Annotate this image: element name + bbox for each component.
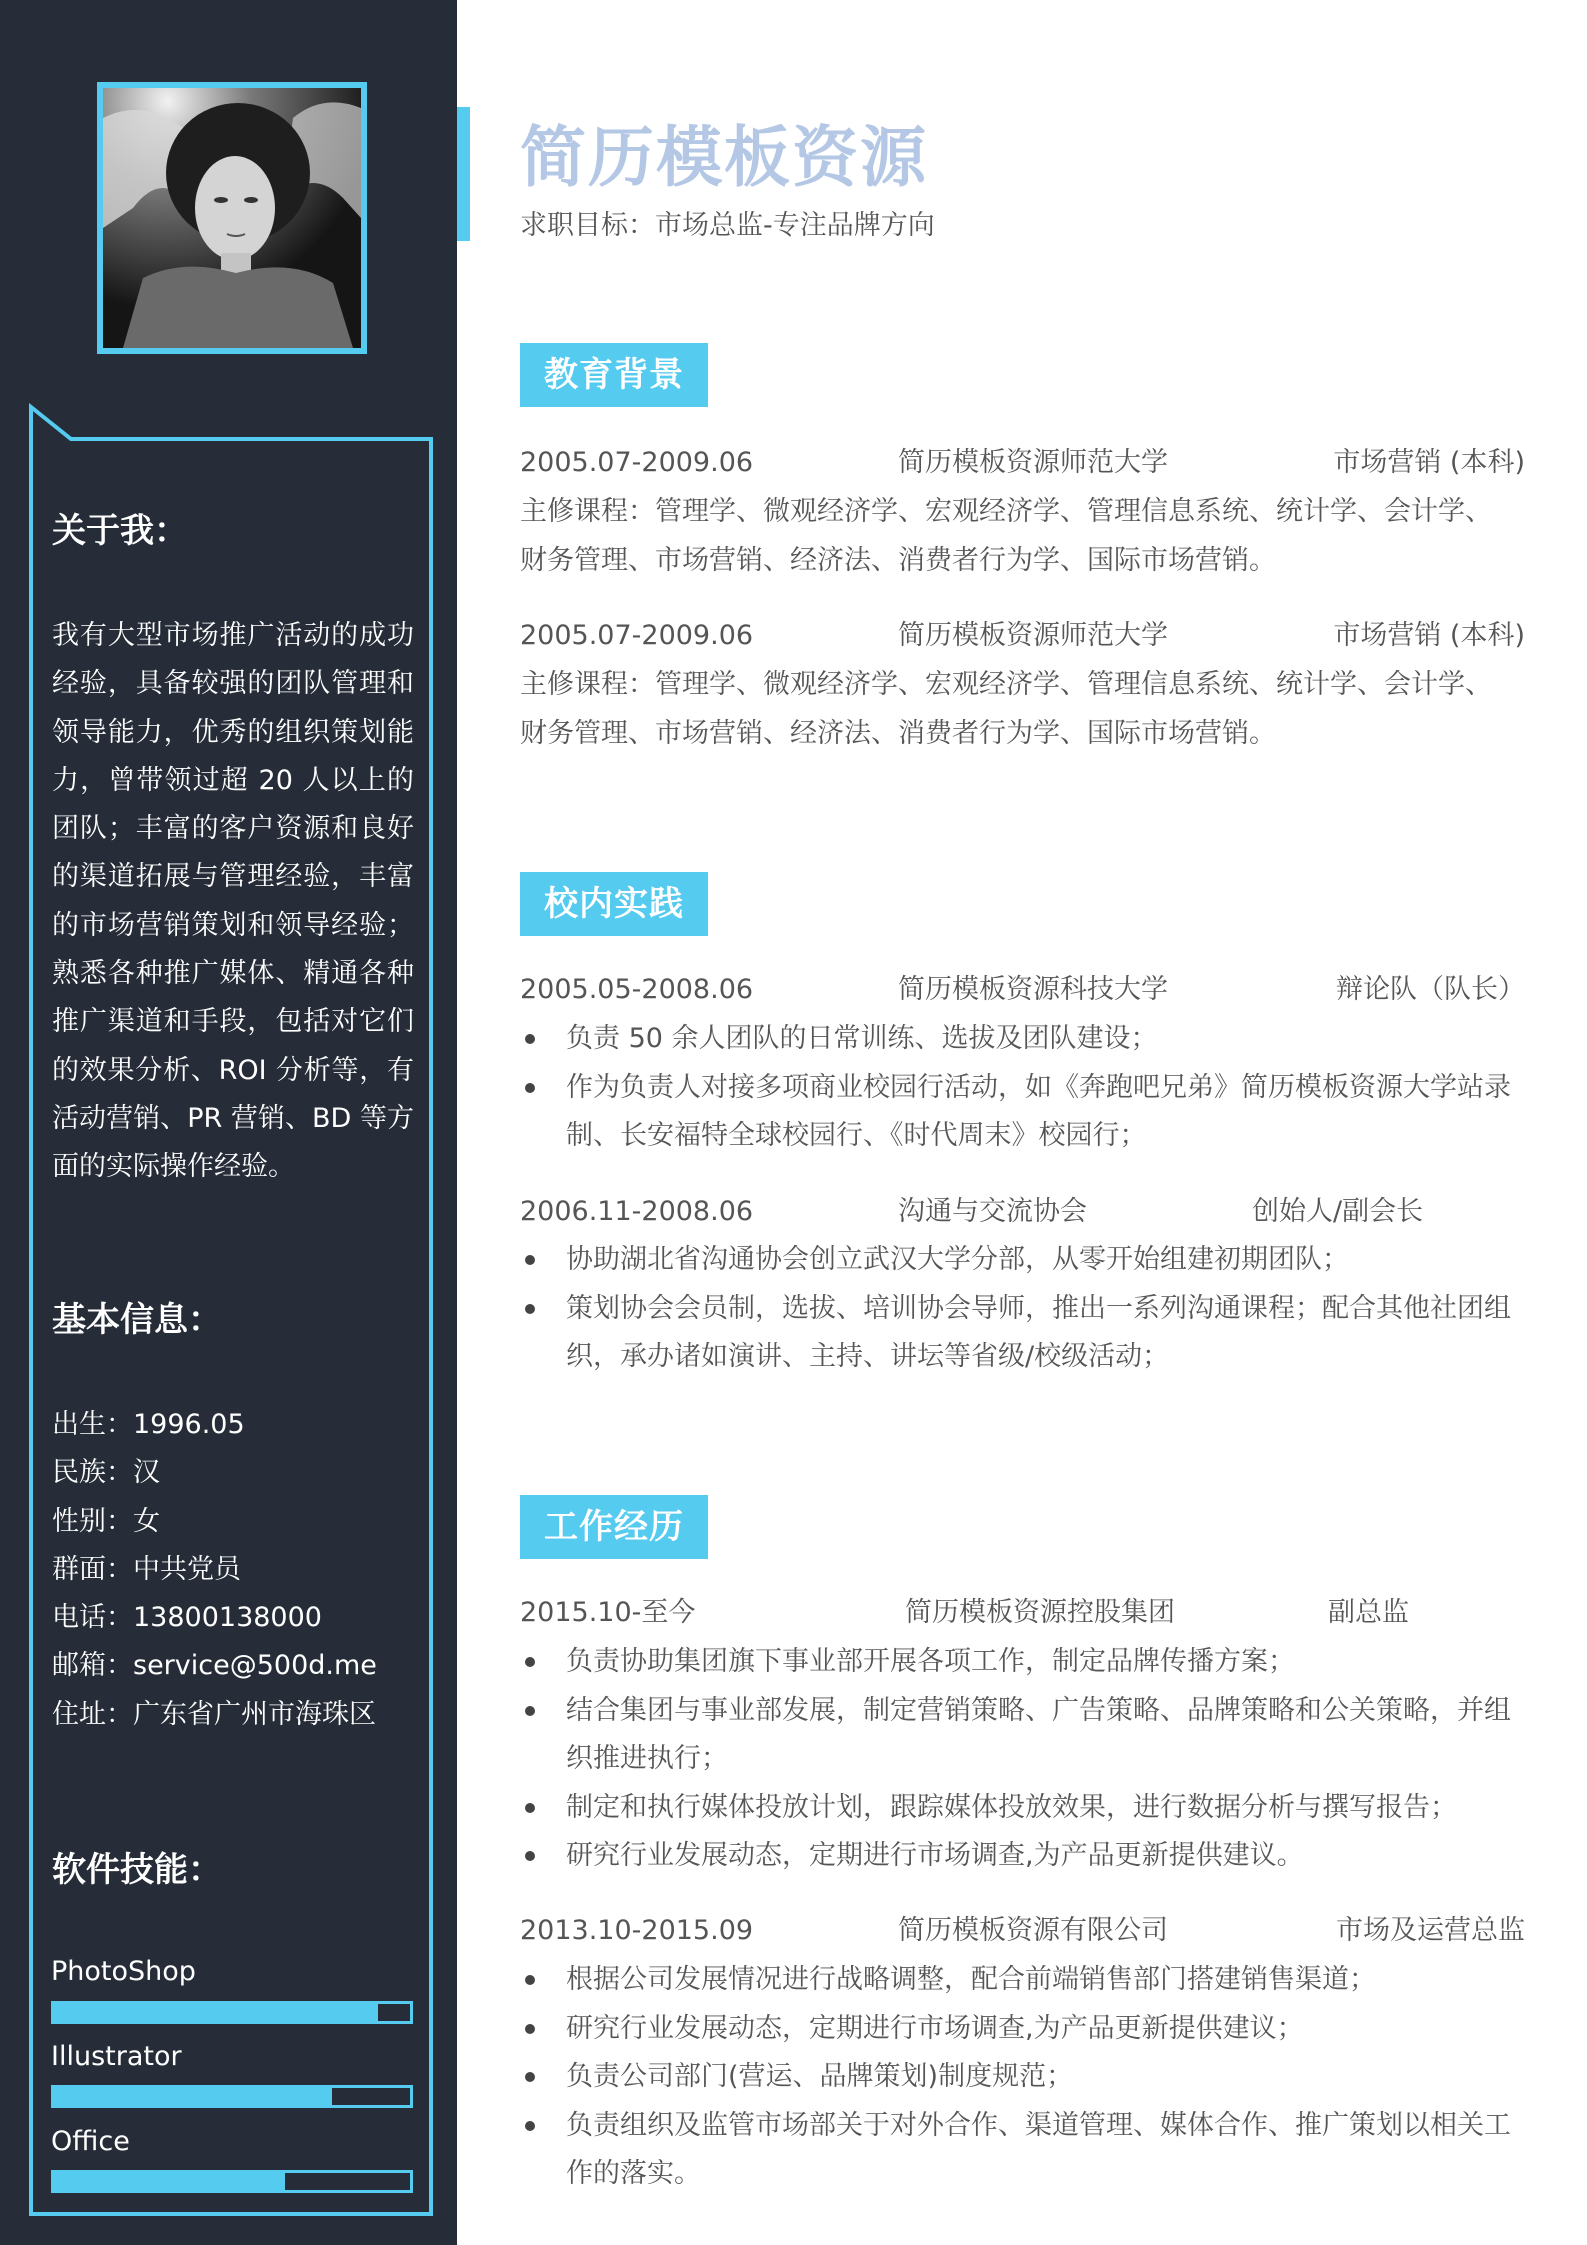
info-label: 出生： <box>52 1409 133 1440</box>
skill-photoshop <box>51 1955 413 1989</box>
profile-photo-placeholder-icon <box>103 88 361 348</box>
education-entry-header <box>520 612 1525 660</box>
info-label: 邮箱： <box>52 1650 133 1682</box>
entry-date: 2005.07-2009.06 <box>520 620 754 651</box>
info-value: 中共党员 <box>133 1553 241 1585</box>
info-value: 13800138000 <box>133 1602 322 1634</box>
entry-role: 市场营销 (本科) <box>1333 620 1525 651</box>
info-value: 女 <box>133 1505 160 1537</box>
list-item: 作为负责人对接多项商业校园行活动，如《奔跑吧兄弟》简历模板资源大学站录制、长安福特全球校园行、《时代周末》校园行； <box>520 1064 1525 1161</box>
basic-info-heading: 基本信息： <box>52 1300 222 1340</box>
info-value: 1996.05 <box>133 1409 245 1440</box>
job-objective: 求职目标：市场总监-专注品牌方向 <box>520 210 935 241</box>
skill-office <box>51 2125 413 2159</box>
entry-role: 辩论队（队长） <box>1336 974 1525 1005</box>
entry-role: 副总监 <box>1328 1597 1409 1628</box>
basic-info-list <box>52 1401 377 1739</box>
info-label: 群面： <box>52 1553 133 1585</box>
entry-role: 市场营销 (本科) <box>1333 447 1525 478</box>
info-label: 民族： <box>52 1457 133 1489</box>
entry-date: 2015.10-至今 <box>520 1597 696 1628</box>
skill-bar <box>51 2170 413 2193</box>
info-phone <box>52 1594 377 1642</box>
entry-org: 简历模板资源有限公司 <box>898 1915 1168 1946</box>
list-item: 结合集团与事业部发展，制定营销策略、广告策略、品牌策略和公关策略，并组织推进执行； <box>520 1687 1525 1784</box>
info-political <box>52 1546 377 1594</box>
work-entry-header <box>520 1589 1525 1637</box>
education-courses: 主修课程：管理学、微观经济学、宏观经济学、管理信息系统、统计学、会计学、 <box>520 496 1492 527</box>
info-address <box>52 1691 377 1739</box>
skills-heading: 软件技能： <box>52 1850 222 1890</box>
campus-bullet-list <box>520 1015 1525 1161</box>
entry-date: 2006.11-2008.06 <box>520 1196 754 1227</box>
campus-entry-header <box>520 1188 1525 1236</box>
list-item: 研究行业发展动态，定期进行市场调查,为产品更新提供建议。 <box>520 1832 1525 1881</box>
education-courses: 财务管理、市场营销、经济法、消费者行为学、国际市场营销。 <box>520 718 1276 749</box>
campus-bullet-list <box>520 1236 1525 1382</box>
entry-date: 2013.10-2015.09 <box>520 1915 754 1946</box>
skill-bar-fill <box>54 2088 332 2105</box>
entry-org: 简历模板资源师范大学 <box>898 620 1168 651</box>
section-work-title: 工作经历 <box>520 1495 708 1559</box>
entry-org: 简历模板资源师范大学 <box>898 447 1168 478</box>
info-label: 电话： <box>52 1602 133 1634</box>
info-ethnicity <box>52 1449 377 1497</box>
work-bullet-list <box>520 1638 1525 1881</box>
entry-org: 简历模板资源控股集团 <box>905 1597 1175 1628</box>
profile-photo <box>97 82 367 354</box>
page-title: 简历模板资源 <box>520 119 928 196</box>
info-value: 汉 <box>133 1457 160 1489</box>
education-entry-header <box>520 439 1525 487</box>
entry-org: 沟通与交流协会 <box>898 1196 1087 1227</box>
entry-role: 市场及运营总监 <box>1336 1915 1525 1946</box>
campus-entry-header <box>520 966 1525 1014</box>
skill-bar <box>51 2001 413 2024</box>
work-bullet-list <box>520 1956 1525 2199</box>
info-label: 住址： <box>52 1698 133 1730</box>
list-item: 负责 50 余人团队的日常训练、选拔及团队建设； <box>520 1015 1525 1064</box>
entry-org: 简历模板资源科技大学 <box>898 974 1168 1005</box>
list-item: 负责组织及监管市场部关于对外合作、渠道管理、媒体合作、推广策划以相关工作的落实。 <box>520 2102 1525 2199</box>
skill-bar <box>51 2085 413 2108</box>
list-item: 策划协会会员制，选拔、培训协会导师，推出一系列沟通课程；配合其他社团组织，承办诸如演讲、主持、讲坛等省级/校级活动； <box>520 1285 1525 1382</box>
about-text: 我有大型市场推广活动的成功经验，具备较强的团队管理和领导能力，优秀的组织策划能力，曾带领过超 20 人以上的团队；丰富的客户资源和良好的渠道拓展与管理经验，丰富的市场营销策划和领导经验；熟悉各种推广媒体、精通各种推广渠道和手段，包括对它们的效果分析、ROI 分析等，有活动营销、PR 营销、BD 等方面的实际操作经验。 <box>52 620 414 1183</box>
info-value: service@500d.me <box>133 1650 377 1682</box>
skill-label: Office <box>51 2126 130 2157</box>
info-birth <box>52 1401 377 1449</box>
skill-label: Illustrator <box>51 2041 182 2072</box>
list-item: 负责公司部门(营运、品牌策划)制度规范； <box>520 2053 1525 2102</box>
list-item: 研究行业发展动态，定期进行市场调查,为产品更新提供建议； <box>520 2005 1525 2054</box>
info-label: 性别： <box>52 1505 133 1537</box>
title-accent-bar <box>457 107 470 241</box>
entry-date: 2005.05-2008.06 <box>520 974 754 1005</box>
entry-role: 创始人/副会长 <box>1252 1196 1424 1227</box>
skill-bar-fill <box>54 2173 285 2190</box>
info-email <box>52 1642 377 1690</box>
section-education-title: 教育背景 <box>520 343 708 407</box>
list-item: 制定和执行媒体投放计划，跟踪媒体投放效果，进行数据分析与撰写报告； <box>520 1784 1525 1833</box>
work-entry-header <box>520 1907 1525 1955</box>
list-item: 负责协助集团旗下事业部开展各项工作，制定品牌传播方案； <box>520 1638 1525 1687</box>
entry-date: 2005.07-2009.06 <box>520 447 754 478</box>
education-courses: 财务管理、市场营销、经济法、消费者行为学、国际市场营销。 <box>520 545 1276 576</box>
section-campus-title: 校内实践 <box>520 872 708 936</box>
sidebar <box>0 0 457 2245</box>
list-item: 根据公司发展情况进行战略调整，配合前端销售部门搭建销售渠道； <box>520 1956 1525 2005</box>
info-gender <box>52 1498 377 1546</box>
skill-illustrator <box>51 2040 413 2074</box>
about-heading: 关于我： <box>52 511 188 551</box>
list-item: 协助湖北省沟通协会创立武汉大学分部，从零开始组建初期团队； <box>520 1236 1525 1285</box>
skill-label: PhotoShop <box>51 1956 196 1987</box>
skill-bar-fill <box>54 2004 378 2021</box>
education-courses: 主修课程：管理学、微观经济学、宏观经济学、管理信息系统、统计学、会计学、 <box>520 669 1492 700</box>
info-value: 广东省广州市海珠区 <box>133 1698 376 1730</box>
